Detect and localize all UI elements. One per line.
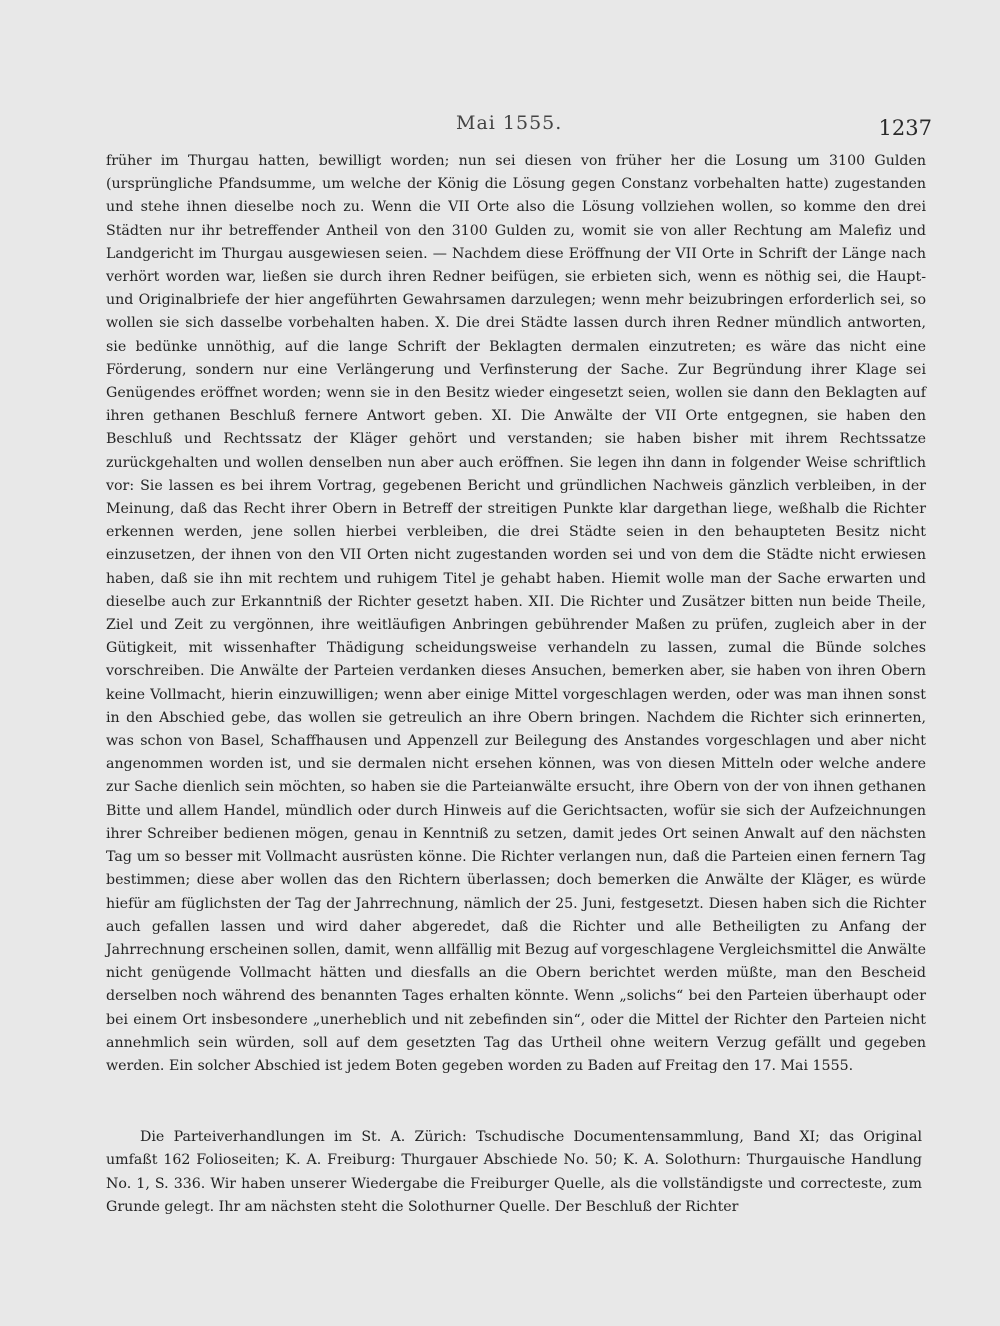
running-head-title: Mai 1555. — [456, 112, 563, 134]
main-paragraph: früher im Thurgau hatten, bewilligt worden; nun sei diesen von früher her die Losung um 3100 Gulden (ursprüngliche Pfandsumme, um welche der König die Lösung gegen Constanz vorbehalten hatte) zugestanden und stehe ihnen dieselbe noch zu. Wenn die VII Orte also die Lösung vollziehen wollen, so komme den drei Städten nur ihr betreffender Antheil von den 3100 Gulden zu, womit sie von aller Rechtung am Malefiz und Landgericht im Thurgau ausgewiesen seien. — Nachdem diese Eröffnung der VII Orte in Schrift der Länge nach verhört worden war, ließen sie durch ihren Redner beifügen, sie erbieten sich, wenn es nöthig sei, die Haupt- und Originalbriefe der hier angeführten Gewahrsamen darzulegen; wenn mehr beizubringen erforderlich sei, so wollen sie sich dasselbe vorbehalten haben. X. Die drei Städte lassen durch ihren Redner mündlich antworten, sie bedünke unnöthig, auf die lange Schrift der Beklagten dermalen einzutreten; es wäre das nicht eine Förderung, sondern nur eine Verlängerung und Verfinsterung der Sache. Zur Begründung ihrer Klage sei Genügendes eröffnet worden; wenn sie in den Besitz wieder eingesetzt seien, wollen sie dann den Beklagten auf ihren gethanen Beschluß fernere Antwort geben. XI. Die Anwälte der VII Orte entgegnen, sie haben den Beschluß und Rechtssatz der Kläger gehört und verstanden; sie haben bisher mit ihrem Rechtssatze zurückgehalten und wollen denselben nun aber auch eröffnen. Sie legen ihn dann in folgender Weise schriftlich vor: Sie lassen es bei ihrem Vortrag, gegebenen Bericht und gründlichen Nachweis gänzlich verbleiben, in der Meinung, daß das Recht ihrer Obern in Betreff der streitigen Punkte klar dargethan liege, weßhalb die Richter erkennen werden, jene sollen hierbei verbleiben, die drei Städte seien in den behaupteten Besitz nicht einzusetzen, der ihnen von den VII Orten nicht zugestanden worden sei und von dem die Städte nicht erwiesen haben, daß sie ihn mit rechtem und ruhigem Titel je gehabt haben. Hiemit wolle man der Sache erwarten und dieselbe auch zur Erkanntniß der Richter gesetzt haben. XII. Die Richter und Zusätzer bitten nun beide Theile, Ziel und Zeit zu vergönnen, ihre weitläufigen Anbringen gebührender Maßen zu prüfen, zugleich aber in der Gütigkeit, mit wissenhafter Thädigung scheidungsweise verhandeln zu lassen, zumal die Bünde solches vorschreiben. Die Anwälte der Parteien verdanken dieses Ansuchen, bemerken aber, sie haben von ihren Obern keine Vollmacht, hierin einzuwilligen; wenn aber einige Mittel vorgeschlagen werden, oder was man ihnen sonst in den Abschied gebe, das wollen sie getreulich an ihre Obern bringen. Nachdem die Richter sich erinnerten, was schon von Basel, Schaffhausen und Appenzell zur Beilegung des Anstandes vorgeschlagen und aber nicht angenommen worden ist, und sie dermalen nicht ersehen können, was von diesen Mitteln oder welche andere zur Sache dienlich sein möchten, so haben sie die Parteianwälte ersucht, ihre Obern von der von ihnen gethanen Bitte und allem Handel, mündlich oder durch Hinweis auf die Gerichtsacten, wofür sie sich der Aufzeichnungen ihrer Schreiber bedienen mögen, genau in Kenntniß zu setzen, damit jedes Ort seinen Anwalt auf den nächsten Tag um so besser mit Vollmacht ausrüsten könne. Die Richter verlangen nun, daß die Parteien einen fernern Tag bestimmen; diese aber wollen das den Richtern überlassen; doch bemerken die Anwälte der Kläger, es würde hiefür am füglichsten der Tag der Jahrrechnung, nämlich der 25. Juni, festgesetzt. Diesen haben sich die Richter auch gefallen lassen und wird daher abgeredet, daß die Richter und alle Betheiligten zu Anfang der Jahrrechnung erscheinen sollen, damit, wenn allfällig mit Bezug auf vorgeschlagene Vergleichsmittel die Anwälte nicht genügende Vollmacht hätten und diesfalls an die Obern berichtet werden müßte, man den Bescheid derselben noch während des benannten Tages erhalten könnte. Wenn „solichs“ bei den Parteien überhaupt oder bei einem Ort insbesondere „unerheblich und nit zebefinden sin“, oder die Mittel der Richter den Parteien nicht annehmlich sein würden, soll auf dem gesetzten Tag das Urtheil ohne weitern Verzug gefällt und gegeben werden. Ein solcher Abschied ist jedem Boten gegeben worden zu Baden auf Freitag den 17. Mai 1555. — [106, 153, 926, 1074]
running-head — [100, 112, 932, 142]
page-number: 1237 — [878, 116, 932, 140]
source-note: Die Parteiverhandlungen im St. A. Zürich: Tschudische Documentensammlung, Band XI; das Original umfaßt 162 Folioseiten; K. A. Freiburg: Thurgauer Abschiede No. 50; K. A. Solothurn: Thurgauische Handlung No. 1, S. 336. Wir haben unserer Wiedergabe die Freiburger Quelle, als die vollständigste und correcteste, zum Grunde gelegt. Ihr am nächsten steht die Solothurner Quelle. Der Beschluß der Richter — [106, 1129, 922, 1215]
